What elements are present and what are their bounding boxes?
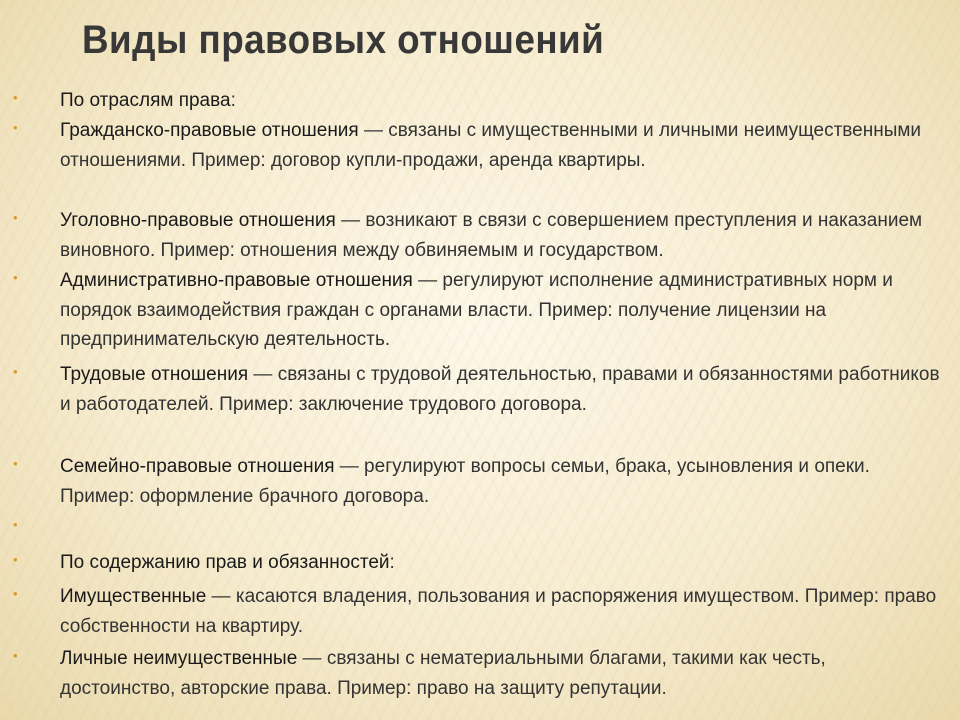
item-term: Гражданско-правовые отношения [60,120,359,141]
list-item [13,116,940,175]
item-text: — регулируют исполнение административных норм и порядок взаимодействия граждан с органами власти. Пример: получение лицензии на предпринимательскую деятельность. [60,270,893,350]
item-text: — регулируют вопросы семьи, брака, усыновления и опеки. Пример: оформление брачного договора. [60,456,870,507]
item-term: Административно-правовые отношения [60,270,413,291]
item-term: Уголовно-правовые отношения [60,210,336,231]
list-item [13,360,940,419]
bullet-icon: • [13,586,18,601]
item-text: : [230,90,236,111]
section-heading: По отраслям права [60,90,231,111]
slide-title: Виды правовых отношений [82,18,605,62]
item-term: Имущественные [60,586,207,607]
item-text: : [389,552,395,573]
item-term: Личные неимущественные [60,648,298,669]
bullet-icon: • [13,270,18,285]
bullet-icon: • [13,456,18,471]
list-item [13,582,940,641]
item-text: — возникают в связи с совершением преступления и наказанием виновного. Пример: отношения между обвиняемым и государством. [60,210,923,261]
item-text: — связаны с трудовой деятельностью, правами и обязанностями работников и работодателей. Пример: заключение трудового договора. [60,364,940,415]
bullet-icon: • [13,210,18,225]
item-text: — связаны с нематериальными благами, такими как честь, достоинство, авторские права. Пример: право на защиту репутации. [60,648,826,699]
list-item [13,206,940,265]
list-item [13,548,940,578]
bullet-icon: • [13,364,18,379]
list-item [13,452,940,511]
bullet-icon: • [13,552,18,567]
bullet-icon: • [13,517,18,532]
bullet-icon: • [13,120,18,135]
section-heading: По содержанию прав и обязанностей [60,552,390,573]
list-item [13,644,940,703]
item-term: Семейно-правовые отношения [60,456,335,477]
item-term: Трудовые отношения [60,364,249,385]
list-item [13,86,940,116]
item-text: — касаются владения, пользования и распоряжения имуществом. Пример: право собственности на квартиру. [60,586,937,637]
item-text: — связаны с имущественными и личными неимущественными отношениями. Пример: договор купли-продажи, аренда квартиры. [60,120,922,171]
bullet-icon: • [13,648,18,663]
list-item [13,266,940,355]
bullet-icon: • [13,90,18,105]
